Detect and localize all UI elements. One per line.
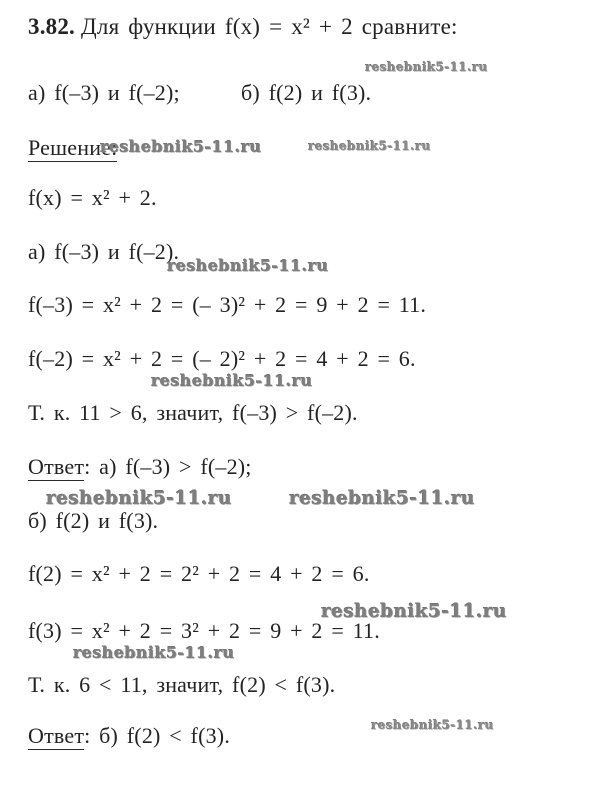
function-definition: f(x) = x² + 2. bbox=[28, 185, 157, 210]
case-a-intro: а) f(–3) и f(–2). bbox=[28, 239, 180, 264]
watermark: reshebnik5-11.ru bbox=[371, 718, 494, 732]
watermark: reshebnik5-11.ru bbox=[365, 60, 488, 74]
calc-f-2: f(2) = x² + 2 = 2² + 2 = 4 + 2 = 6. bbox=[28, 561, 370, 586]
watermark: reshebnik5-11.ru bbox=[308, 139, 431, 153]
answer-a-text: : а) f(–3) > f(–2); bbox=[84, 454, 252, 479]
problem-number: 3.82. bbox=[28, 14, 75, 39]
case-b-intro: б) f(2) и f(3). bbox=[28, 508, 159, 533]
problem-title bbox=[28, 13, 458, 41]
answer-b-text: : б) f(2) < f(3). bbox=[84, 723, 231, 748]
watermark: reshebnik5-11.ru bbox=[46, 488, 232, 509]
answer-a-line bbox=[28, 453, 252, 481]
case-b-conclusion: Т. к. 6 < 11, значит, f(2) < f(3). bbox=[28, 672, 336, 697]
calc-f-3: f(3) = x² + 2 = 3² + 2 = 9 + 2 = 11. bbox=[28, 618, 380, 643]
watermark: reshebnik5-11.ru bbox=[167, 256, 329, 275]
answer-a-label: Ответ bbox=[28, 454, 85, 479]
watermark: reshebnik5-11.ru bbox=[321, 601, 507, 622]
watermark: reshebnik5-11.ru bbox=[73, 643, 235, 662]
problem-statement: Для функции f(x) = x² + 2 сравните: bbox=[81, 14, 458, 39]
watermark: reshebnik5-11.ru bbox=[151, 371, 313, 390]
watermark: reshebnik5-11.ru bbox=[289, 488, 475, 509]
case-a-conclusion: Т. к. 11 > 6, значит, f(–3) > f(–2). bbox=[28, 400, 358, 425]
answer-b-label: Ответ bbox=[28, 723, 85, 748]
watermark: reshebnik5-11.ru bbox=[100, 137, 262, 156]
answer-b-line bbox=[28, 722, 230, 750]
problem-part-a: а) f(–3) и f(–2); bbox=[28, 80, 180, 105]
problem-part-b: б) f(2) и f(3). bbox=[241, 80, 372, 105]
solution-heading: Решение: bbox=[28, 135, 118, 160]
calc-f-minus-3: f(–3) = x² + 2 = (– 3)² + 2 = 9 + 2 = 11. bbox=[28, 292, 427, 317]
calc-f-minus-2: f(–2) = x² + 2 = (– 2)² + 2 = 4 + 2 = 6. bbox=[28, 346, 416, 371]
